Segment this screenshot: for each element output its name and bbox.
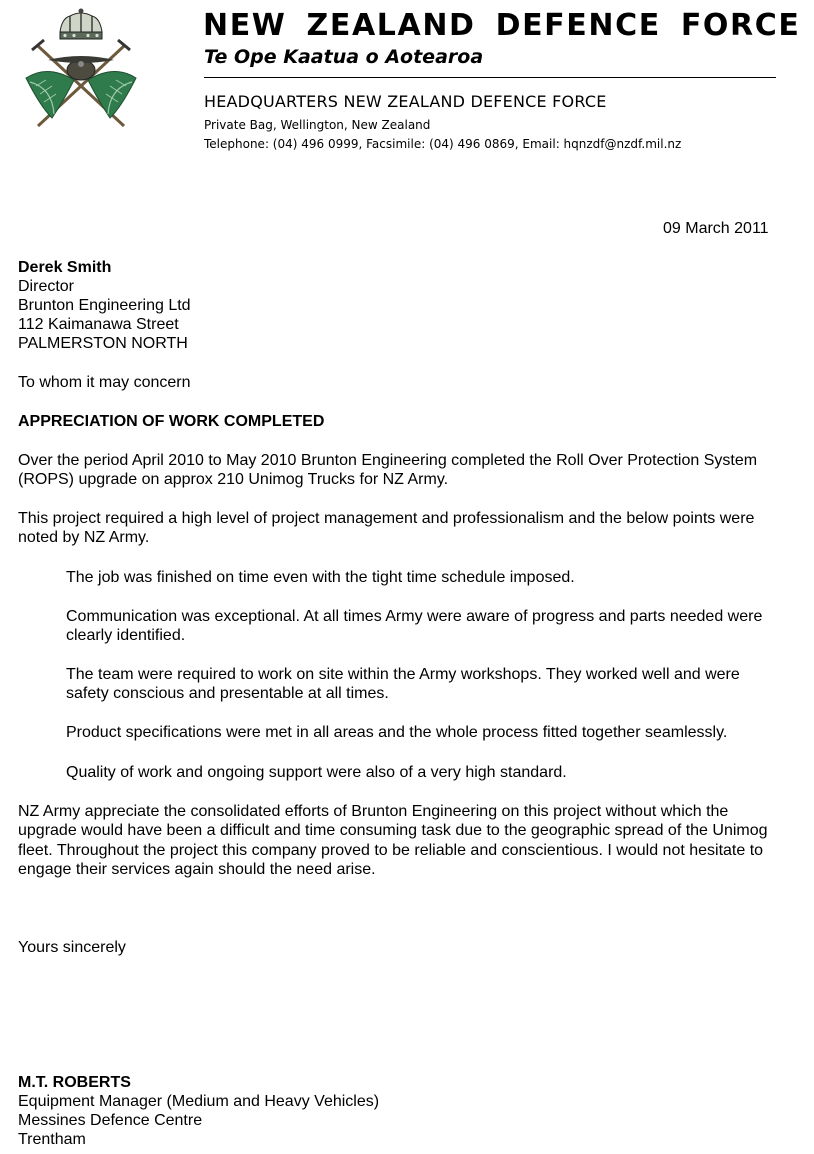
letter-date: 09 March 2011 bbox=[663, 220, 769, 237]
recipient-street: 112 Kaimanawa Street bbox=[18, 316, 179, 333]
noted-point: Communication was exceptional. At all times Army were aware of progress and parts needed were clearly identified. bbox=[66, 608, 763, 645]
body-paragraph: Over the period April 2010 to May 2010 Brunton Engineering completed the Roll Over Protection System (ROPS) upgrade on approx 210 Unimog Trucks for NZ Army. bbox=[18, 452, 758, 489]
signatory-location: Messines Defence Centre bbox=[18, 1112, 203, 1129]
nzdf-crest-icon bbox=[18, 8, 144, 132]
recipient-name: Derek Smith bbox=[18, 259, 112, 276]
noted-point: The job was finished on time even with the tight time schedule imposed. bbox=[66, 569, 575, 586]
noted-point: The team were required to work on site within the Army workshops. They worked well and were safety conscious and presentable at all times. bbox=[66, 666, 740, 703]
salutation: To whom it may concern bbox=[18, 374, 191, 391]
noted-point: Product specifications were met in all areas and the whole process fitted together seamlessly. bbox=[66, 724, 728, 741]
org-maori-name: Te Ope Kaatua o Aotearoa bbox=[204, 46, 484, 68]
noted-point: Quality of work and ongoing support were also of a very high standard. bbox=[66, 764, 567, 781]
org-title: NEW ZEALAND DEFENCE FORCE bbox=[203, 8, 801, 43]
recipient-city: PALMERSTON NORTH bbox=[18, 335, 188, 352]
header-divider bbox=[204, 77, 776, 78]
signatory-title: Equipment Manager (Medium and Heavy Vehicles) bbox=[18, 1093, 380, 1110]
body-paragraph: This project required a high level of project management and professionalism and the below points were noted by NZ Army. bbox=[18, 510, 755, 547]
recipient-company: Brunton Engineering Ltd bbox=[18, 297, 191, 314]
hq-address: Private Bag, Wellington, New Zealand bbox=[204, 118, 431, 132]
hq-name: HEADQUARTERS NEW ZEALAND DEFENCE FORCE bbox=[204, 92, 607, 111]
sign-off: Yours sincerely bbox=[18, 939, 126, 956]
signatory-name: M.T. ROBERTS bbox=[18, 1074, 131, 1091]
hq-contact-details: Telephone: (04) 496 0999, Facsimile: (04) 496 0869, Email: hqnzdf@nzdf.mil.nz bbox=[204, 137, 682, 151]
recipient-title: Director bbox=[18, 278, 75, 295]
closing-paragraph: NZ Army appreciate the consolidated efforts of Brunton Engineering on this project without which the upgrade would have been a difficult and time consuming task due to the geographic spread of the Unimog fleet. Throughout the project this company proved to be reliable and conscientious. I would not hesitate to engage their services again should the need arise. bbox=[18, 803, 768, 879]
subject-line: APPRECIATION OF WORK COMPLETED bbox=[18, 413, 325, 430]
signatory-town: Trentham bbox=[18, 1131, 86, 1148]
